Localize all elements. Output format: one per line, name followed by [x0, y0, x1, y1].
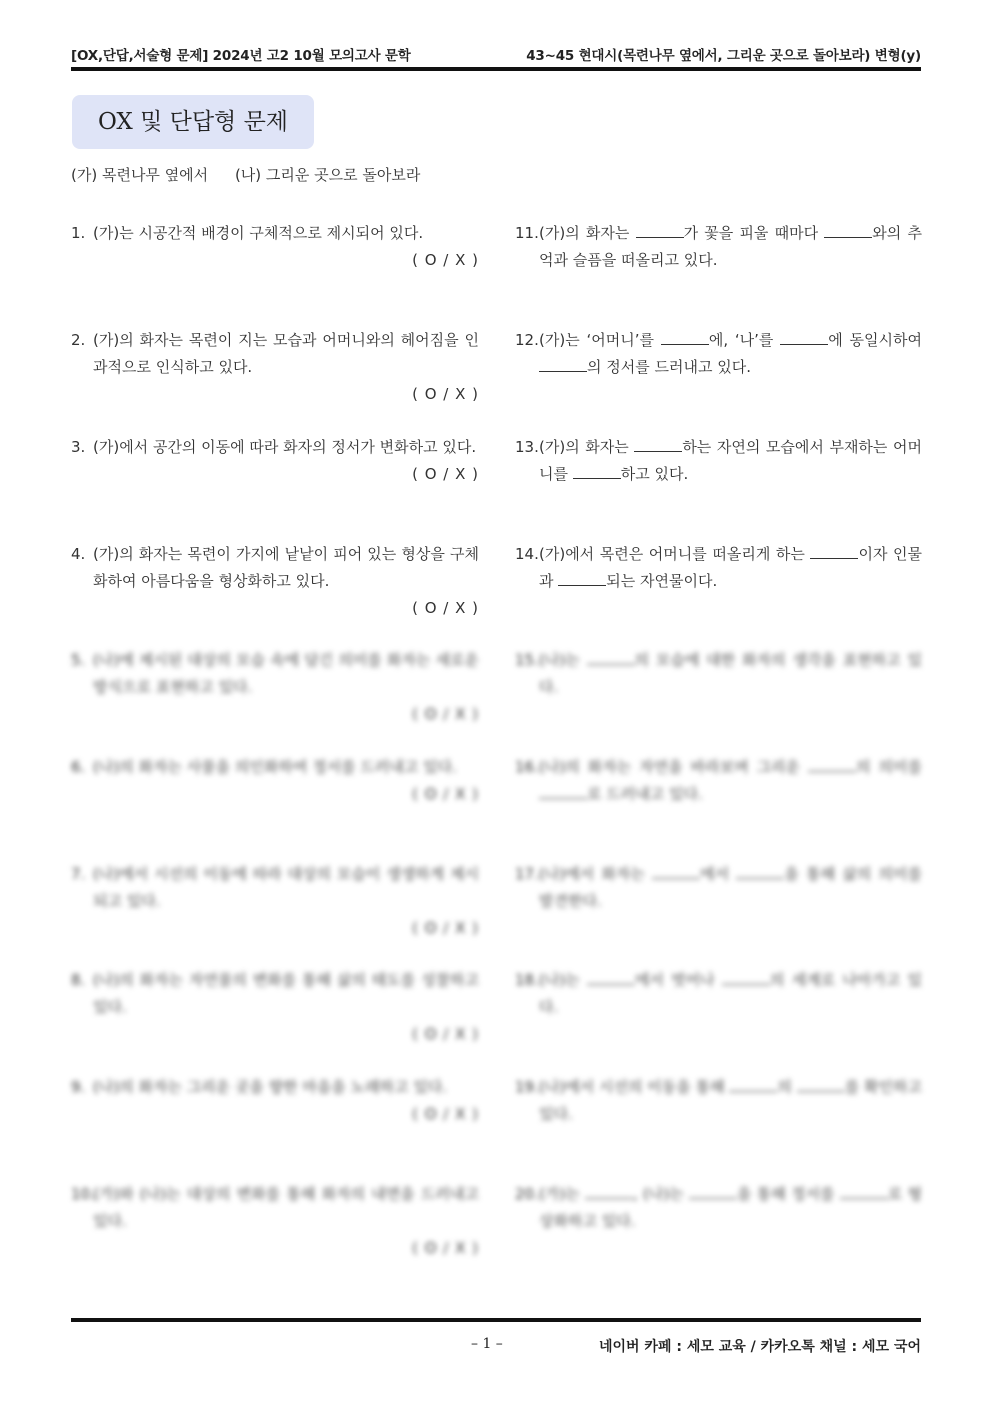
ox-question-4: [71, 541, 479, 622]
answer-blank[interactable]: [587, 650, 635, 665]
header-rule: [71, 67, 921, 71]
question-number: 4.: [71, 545, 86, 563]
question-number: 5.: [71, 651, 86, 669]
question-text: [515, 1181, 922, 1235]
question-text-part: (가)의 화자는: [539, 438, 635, 456]
question-text-part: (가)의 화자는: [539, 224, 636, 242]
ox-answer-mark: ( O / X ): [412, 785, 479, 803]
answer-blank[interactable]: [636, 223, 684, 238]
question-text-part: (나)에서 시선의 이동을 통해: [539, 1078, 730, 1096]
question-text-part: 로 드러내고 있다.: [587, 785, 703, 803]
page-header: [71, 44, 921, 64]
answer-blank[interactable]: [585, 1184, 633, 1199]
ox-question-1: [71, 220, 479, 274]
question-text-part: 의 정서를 드러내고 있다.: [587, 358, 751, 376]
short-answer-question-15: [515, 647, 922, 701]
question-number: 9.: [71, 1078, 86, 1096]
question-text-part: (나)의 화자는 자연을 바라보며 그리운: [539, 758, 809, 776]
question-text: (가)는 시공간적 배경이 구체적으로 제시되어 있다.: [93, 224, 424, 242]
question-text-part: 을 통해 정서를: [736, 1185, 840, 1203]
ox-answer-mark: ( O / X ): [412, 251, 479, 269]
short-answer-question-20: [515, 1181, 922, 1235]
question-number: 19.: [515, 1078, 539, 1096]
question-text-part: , (나)는: [632, 1185, 689, 1203]
answer-blank[interactable]: [587, 970, 635, 985]
section-title: OX 및 단답형 문제: [72, 95, 314, 149]
question-text: [515, 541, 922, 595]
question-number: 15.: [515, 651, 539, 669]
question-text: [515, 220, 922, 274]
question-text: [515, 1074, 922, 1128]
ox-question-9: [71, 1074, 479, 1128]
ox-question-3: [71, 434, 479, 488]
short-answer-question-11: [515, 220, 922, 274]
question-text-part: 의 세계로 나아가고 있다.: [539, 971, 923, 1016]
ox-question-5: [71, 647, 479, 728]
question-text: (가)에서 공간의 이동에 따라 화자의 정서가 변화하고 있다.: [93, 438, 477, 456]
question-text-part: 에 동일시하여: [828, 331, 923, 349]
question-number: 2.: [71, 331, 86, 349]
answer-blank[interactable]: [824, 223, 872, 238]
ox-answer-mark: ( O / X ): [412, 919, 479, 937]
footer-promo: 네이버 카페 : 세모 교육 / 카카오톡 채널 : 세모 국어: [598, 1339, 921, 1355]
answer-blank[interactable]: [539, 784, 587, 799]
question-number: 3.: [71, 438, 86, 456]
answer-blank[interactable]: [808, 757, 856, 772]
ox-answer-mark: ( O / X ): [412, 1239, 479, 1257]
short-answer-question-16: [515, 754, 922, 808]
short-answer-question-18: [515, 967, 922, 1021]
question-text: (나)에 제시된 대상의 모습 속에 담긴 의미를 화자는 새로운 방식으로 표현하고 있다.: [93, 651, 479, 696]
question-text: [515, 327, 922, 381]
question-text: [515, 434, 922, 488]
question-text: (나)의 화자는 자연물의 변화를 통해 삶의 태도를 성찰하고 있다.: [93, 971, 479, 1016]
passage-na: (나) 그리운 곳으로 돌아보라: [234, 166, 421, 184]
answer-blank[interactable]: [729, 1077, 777, 1092]
ox-answer-mark: ( O / X ): [412, 1025, 479, 1043]
answer-blank[interactable]: [573, 464, 621, 479]
ox-answer-mark: ( O / X ): [412, 1105, 479, 1123]
short-answer-question-19: [515, 1074, 922, 1128]
short-answer-question-14: [515, 541, 922, 595]
question-text-part: 이자 인물과: [539, 545, 922, 590]
question-text-part: 와의 추억과 슬픔을 떠올리고 있다.: [539, 224, 922, 269]
answer-blank[interactable]: [840, 1184, 888, 1199]
question-number: 1.: [71, 224, 86, 242]
question-text: (나)의 화자는 그리운 곳을 향한 마음을 노래하고 있다.: [93, 1078, 448, 1096]
short-answer-question-12: [515, 327, 922, 381]
question-text-part: 하고 있다.: [620, 465, 689, 483]
ox-answer-mark: ( O / X ): [412, 705, 479, 723]
question-text-part: (가)는: [539, 1185, 585, 1203]
answer-blank[interactable]: [558, 571, 606, 586]
ox-answer-mark: ( O / X ): [412, 599, 479, 617]
question-text: [515, 647, 922, 701]
question-text-part: 에서 벗어나: [634, 971, 722, 989]
question-text: (가)의 화자는 목련이 가지에 낱낱이 피어 있는 형상을 구체화하여 아름다움을 형상화하고 있다.: [93, 545, 479, 590]
ox-question-8: [71, 967, 479, 1048]
question-number: 18.: [515, 971, 539, 989]
ox-answer-mark: ( O / X ): [412, 385, 479, 403]
question-number: 7.: [71, 865, 86, 883]
ox-question-10: [71, 1181, 479, 1262]
header-passage-title: 43~45 현대시(목련나무 옆에서, 그리운 곳으로 돌아보라) 변형(y): [526, 48, 921, 64]
answer-blank[interactable]: [539, 357, 587, 372]
question-number: 11.: [515, 224, 539, 242]
ox-question-6: [71, 754, 479, 808]
question-number: 12.: [515, 331, 539, 349]
question-number: 20.: [515, 1185, 539, 1203]
ox-question-2: [71, 327, 479, 408]
question-number: 13.: [515, 438, 539, 456]
passage-ga: (가) 목련나무 옆에서: [71, 166, 209, 184]
question-text-part: 의: [777, 1078, 797, 1096]
short-answer-question-17: [515, 861, 922, 915]
answer-blank[interactable]: [722, 970, 770, 985]
question-text: (나)의 화자는 사물을 의인화하여 정서를 드러내고 있다.: [93, 758, 457, 776]
question-text-part: 의 의미를: [856, 758, 922, 776]
question-text-part: (나)는: [539, 651, 587, 669]
question-text-part: 에, ‘나’를: [708, 331, 781, 349]
passage-list: [71, 164, 442, 185]
question-text-part: (가)에서 목련은 어머니를 떠올리게 하는: [539, 545, 811, 563]
question-number: 17.: [515, 865, 539, 883]
ox-question-7: [71, 861, 479, 942]
answer-blank[interactable]: [652, 864, 700, 879]
question-text-part: 을 통해 삶의 의미를 발견한다.: [539, 865, 922, 910]
question-text-part: 가 꽃을 피울 때마다: [683, 224, 825, 242]
answer-blank[interactable]: [780, 330, 828, 345]
question-text-part: 로 형상화하고 있다.: [539, 1185, 923, 1230]
question-text-part: 되는 자연물이다.: [606, 572, 718, 590]
short-answer-question-13: [515, 434, 922, 488]
question-text-part: 를 확인하고 있다.: [539, 1078, 923, 1123]
question-text-part: 에서: [700, 865, 737, 883]
question-number: 8.: [71, 971, 86, 989]
answer-blank[interactable]: [736, 864, 784, 879]
question-text: (가)의 화자는 목련이 지는 모습과 어머니와의 헤어짐을 인과적으로 인식하고 있다.: [93, 331, 479, 376]
answer-blank[interactable]: [797, 1077, 845, 1092]
question-text-part: 의 모습에 대한 화자의 생각을 표현하고 있다.: [539, 651, 922, 696]
question-text: (가)와 (나)는 대상의 변화를 통해 화자의 내면을 드러내고 있다.: [93, 1185, 479, 1230]
answer-blank[interactable]: [689, 1184, 737, 1199]
question-number: 14.: [515, 545, 539, 563]
question-number: 10.: [71, 1185, 95, 1203]
question-text-part: (나)에서 화자는: [539, 865, 653, 883]
ox-answer-mark: ( O / X ): [412, 465, 479, 483]
question-number: 16.: [515, 758, 539, 776]
question-number: 6.: [71, 758, 86, 776]
page-number: – 1 –: [471, 1336, 503, 1352]
question-text: [515, 967, 922, 1021]
header-exam-title: [OX,단답,서술형 문제] 2024년 고2 10월 모의고사 문학: [71, 48, 411, 64]
answer-blank[interactable]: [810, 544, 858, 559]
question-text-part: 하는 자연의 모습에서 부재하는 어머니를: [539, 438, 922, 483]
question-text: [515, 754, 922, 808]
question-text: (나)에서 시선의 이동에 따라 대상의 모습이 생생하게 제시되고 있다.: [93, 865, 479, 910]
question-text-part: (나)는: [539, 971, 587, 989]
question-text: [515, 861, 922, 915]
footer-rule: [71, 1318, 921, 1322]
answer-blank[interactable]: [661, 330, 709, 345]
question-text-part: (가)는 ‘어머니’를: [539, 331, 661, 349]
answer-blank[interactable]: [634, 437, 682, 452]
